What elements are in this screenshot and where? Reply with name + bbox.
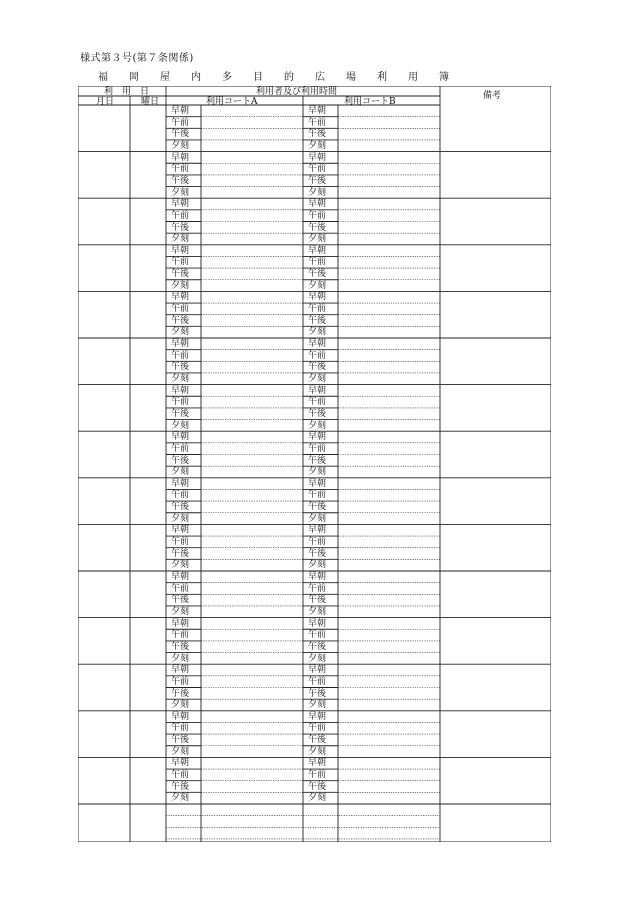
time-slot-label: 午後	[171, 129, 190, 140]
time-slot-label: 午前	[308, 350, 327, 361]
header-weekday: 曜日	[141, 97, 160, 107]
time-slot-label: 早朝	[308, 525, 327, 536]
time-slot-label: 午前	[308, 210, 327, 221]
time-slot-label: 夕刻	[171, 746, 190, 757]
header-month-day: 月日	[96, 97, 115, 107]
time-slot-label: 早朝	[308, 339, 327, 349]
time-slot-label: 午後	[171, 222, 190, 233]
time-slot-label: 午後	[308, 735, 327, 746]
time-slot-label: 早朝	[171, 665, 190, 676]
title-char: 的	[284, 72, 294, 83]
time-slot-label: 早朝	[171, 245, 190, 256]
time-slot-label: 早朝	[308, 572, 327, 582]
title-char: 用	[408, 72, 418, 83]
time-slot-label: 午後	[171, 175, 190, 186]
time-slot-label: 夕刻	[308, 793, 327, 804]
title-char: 多	[222, 72, 232, 83]
time-slot-label: 早朝	[171, 711, 190, 722]
time-slot-label: 早朝	[308, 292, 327, 303]
time-slot-label: 午後	[171, 408, 190, 419]
time-slot-label: 午前	[171, 257, 190, 268]
time-slot-label: 午後	[308, 269, 327, 280]
time-slot-label: 午後	[308, 129, 327, 140]
time-slot-label: 午後	[308, 595, 327, 606]
usage-register-table	[78, 86, 551, 842]
time-slot-label: 午後	[171, 641, 190, 652]
time-slot-label: 夕刻	[308, 187, 327, 198]
time-slot-label: 夕刻	[308, 467, 327, 478]
time-slot-label: 午前	[308, 490, 327, 501]
title-char: 場	[346, 72, 356, 83]
time-slot-label: 午後	[308, 455, 327, 466]
title-char: 屋	[160, 72, 170, 83]
document-title	[98, 68, 470, 83]
time-slot-label: 夕刻	[308, 280, 327, 291]
time-slot-label: 夕刻	[308, 606, 327, 617]
time-slot-label: 早朝	[308, 665, 327, 676]
time-slot-label: 早朝	[308, 432, 327, 443]
time-slot-label: 早朝	[308, 758, 327, 769]
time-slot-label: 午後	[308, 548, 327, 559]
form-label: 様式第３号(第７条関係)	[80, 53, 194, 64]
time-slot-label: 早朝	[308, 245, 327, 256]
time-slot-label: 早朝	[171, 292, 190, 303]
time-slot-label: 夕刻	[171, 606, 190, 617]
time-slot-label: 午後	[308, 315, 327, 326]
time-slot-label: 午前	[308, 164, 327, 175]
time-slot-label: 夕刻	[308, 234, 327, 245]
time-slot-label: 早朝	[171, 199, 190, 210]
header-remarks: 備考	[483, 91, 502, 101]
time-slot-label: 午前	[171, 676, 190, 687]
time-slot-label: 午前	[171, 304, 190, 315]
time-slot-label: 午後	[308, 781, 327, 792]
time-slot-label: 早朝	[171, 572, 190, 582]
time-slot-label: 午前	[308, 537, 327, 548]
time-slot-label: 夕刻	[308, 373, 327, 384]
time-slot-label: 午前	[308, 770, 327, 781]
time-slot-label: 夕刻	[171, 793, 190, 804]
time-slot-label: 夕刻	[171, 513, 190, 524]
time-slot-label: 午前	[171, 210, 190, 221]
time-slot-label: 夕刻	[308, 420, 327, 431]
time-slot-label: 午前	[171, 397, 190, 408]
time-slot-label: 午前	[171, 583, 190, 594]
time-slot-label: 早朝	[171, 339, 190, 349]
time-slot-label: 午後	[171, 362, 190, 373]
time-slot-label: 夕刻	[308, 746, 327, 757]
time-slot-label: 午後	[171, 735, 190, 746]
title-char: 広	[315, 72, 325, 83]
time-slot-label: 午後	[308, 222, 327, 233]
time-slot-label: 午前	[308, 257, 327, 268]
time-slot-label: 夕刻	[308, 513, 327, 524]
time-slot-label: 午後	[171, 595, 190, 606]
time-slot-label: 早朝	[171, 152, 190, 163]
time-slot-label: 午前	[171, 770, 190, 781]
time-slot-label: 午前	[308, 676, 327, 687]
time-slot-label: 早朝	[171, 758, 190, 769]
time-slot-label: 夕刻	[171, 467, 190, 478]
header-usage-date: 利 用 日	[104, 87, 150, 97]
time-slot-label: 早朝	[308, 385, 327, 396]
time-slot-label: 午前	[308, 583, 327, 594]
title-char: 利	[377, 72, 387, 83]
time-slot-label: 午前	[171, 117, 190, 128]
time-slot-label: 夕刻	[171, 234, 190, 245]
time-slot-label: 早朝	[308, 618, 327, 629]
title-char: 簿	[439, 72, 449, 83]
time-slot-label: 早朝	[171, 618, 190, 629]
time-slot-label: 午前	[308, 723, 327, 734]
time-slot-label: 夕刻	[308, 700, 327, 711]
time-slot-label: 早朝	[171, 385, 190, 396]
time-slot-label: 午後	[171, 315, 190, 326]
time-slot-label: 午後	[171, 455, 190, 466]
time-slot-label: 午後	[308, 502, 327, 513]
time-slot-label: 早朝	[171, 478, 190, 489]
title-char: 岡	[129, 72, 139, 83]
time-slot-label: 午前	[171, 490, 190, 501]
time-slot-label: 午前	[308, 117, 327, 128]
time-slot-label: 午前	[171, 164, 190, 175]
header-court-a: 利用コートA	[206, 97, 258, 107]
time-slot-label: 午前	[308, 443, 327, 454]
time-slot-label: 早朝	[308, 106, 327, 116]
header-court-b: 利用コートB	[344, 97, 396, 107]
time-slot-label: 夕刻	[308, 327, 327, 338]
time-slot-label: 早朝	[171, 432, 190, 443]
time-slot-label: 午前	[171, 350, 190, 361]
time-slot-label: 早朝	[171, 525, 190, 536]
title-char: 目	[253, 72, 263, 83]
time-slot-label: 夕刻	[308, 140, 327, 151]
time-slot-label: 夕刻	[171, 560, 190, 571]
title-char: 内	[191, 72, 201, 83]
time-slot-label: 早朝	[171, 106, 190, 116]
time-slot-label: 夕刻	[171, 280, 190, 291]
time-slot-label: 夕刻	[171, 373, 190, 384]
time-slot-label: 午後	[308, 408, 327, 419]
time-slot-label: 午前	[171, 443, 190, 454]
time-slot-label: 午後	[308, 362, 327, 373]
time-slot-label: 午前	[308, 304, 327, 315]
time-slot-label: 午前	[171, 630, 190, 641]
time-slot-label: 夕刻	[308, 653, 327, 664]
header-users-and-time: 利用者及び利用時間	[256, 87, 338, 97]
time-slot-label: 午前	[171, 723, 190, 734]
time-slot-label: 夕刻	[171, 700, 190, 711]
time-slot-label: 午後	[308, 175, 327, 186]
time-slot-label: 午前	[308, 397, 327, 408]
time-slot-label: 夕刻	[308, 560, 327, 571]
time-slot-label: 午後	[171, 781, 190, 792]
time-slot-label: 夕刻	[171, 140, 190, 151]
title-char: 福	[98, 72, 108, 83]
time-slot-label: 午後	[308, 688, 327, 699]
time-slot-label: 早朝	[308, 711, 327, 722]
time-slot-label: 早朝	[308, 478, 327, 489]
time-slot-label: 夕刻	[171, 187, 190, 198]
time-slot-label: 午後	[171, 688, 190, 699]
time-slot-label: 早朝	[308, 152, 327, 163]
time-slot-label: 夕刻	[171, 420, 190, 431]
time-slot-label: 午後	[171, 502, 190, 513]
time-slot-label: 午前	[308, 630, 327, 641]
time-slot-label: 午後	[171, 548, 190, 559]
time-slot-label: 午前	[171, 537, 190, 548]
time-slot-label: 早朝	[308, 199, 327, 210]
time-slot-label: 午後	[171, 269, 190, 280]
time-slot-label: 夕刻	[171, 653, 190, 664]
time-slot-label: 午後	[308, 641, 327, 652]
time-slot-label: 夕刻	[171, 327, 190, 338]
